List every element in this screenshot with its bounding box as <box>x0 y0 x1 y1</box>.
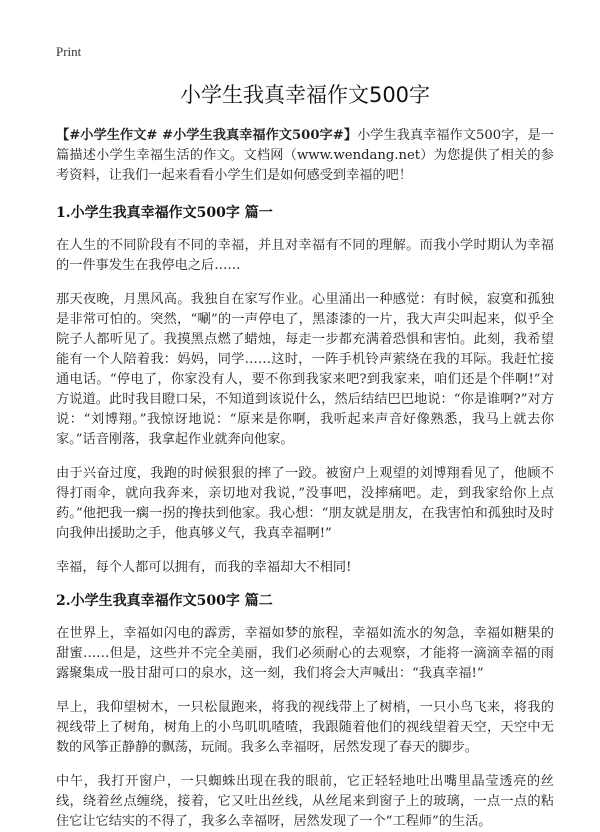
page-title: 小学生我真幸福作文500字 <box>179 83 431 107</box>
section-1-paragraph-3: 由于兴奋过度，我跑的时候狠狠的摔了一跤。被窗户上观望的刘博翔看见了，他顾不得打雨伞，就向我奔来，亲切地对我说，”没事吧，没摔痛吧。走，到我家给你上点药。”他把我一瘸一拐的搀扶到他家。我心想：“朋友就是朋友，在我害怕和孤独时及时向我伸出援助之手，他真够义气，我真幸福啊!” <box>56 466 554 541</box>
section-1-paragraph-4: 幸福，每个人都可以拥有，而我的幸福却大不相同! <box>56 560 352 575</box>
print-label: Print <box>56 44 82 59</box>
intro-tag: 【#小学生作文# #小学生我真幸福作文500字#】 <box>56 128 358 143</box>
section-heading-2: 2.小学生我真幸福作文500字 篇二 <box>56 593 273 609</box>
section-1-paragraph-1: 在人生的不同阶段有不同的幸福，并且对幸福有不同的理解。而我小学时期认为幸福的一件事发生在我停电之后…… <box>56 238 554 273</box>
section-2-paragraph-3: 中午，我打开窗户，一只蜘蛛出现在我的眼前，它正轻轻地吐出嘴里晶莹透亮的丝线，绕着丝点缠绕，接着，它又吐出丝线，从丝尾来到窗子上的玻璃，一点一点的粘住它让它结实的不得了，我多么幸福呀，居然发现了一个“工程师”的生活。 <box>56 774 554 829</box>
section-1-paragraph-2: 那天夜晚，月黑风高。我独自在家写作业。心里涌出一种感觉：有时候，寂寞和孤独是非常可怕的。突然，“唰”的一声停电了，黑漆漆的一片，我大声尖叫起来，似乎全院子人都听见了。我摸黑点燃了蜡烛，每走一步都充满着恐惧和害怕。此刻，我希望能有一个人陪着我：妈妈，同学……这时，一阵手机铃声萦绕在我的耳际。我赶忙接通电话。“停电了，你家没有人，要不你到我家来吧?到我家来，咱们还是个伴啊!”对方说道。此时我目瞪口呆，不知道到该说什么，然后结结巴巴地说：“你是谁啊?”对方说：“刘博翔。”我惊讶地说：“原来是你啊，我听起来声音好像熟悉，我马上就去你家。”话音刚落，我拿起作业就奔向他家。 <box>56 292 554 447</box>
intro-paragraph <box>56 126 554 186</box>
section-2-paragraph-1: 在世界上，幸福如闪电的霹雳，幸福如梦的旅程，幸福如流水的匆急，幸福如糖果的甜蜜……但是，这些并不完全美丽，我们必须耐心的去观察，才能将一滴滴幸福的雨露聚集成一股甘甜可口的泉水，这一刻，我们将会大声喊出：“我真幸福!” <box>56 626 554 681</box>
section-heading-1: 1.小学生我真幸福作文500字 篇一 <box>56 205 273 221</box>
section-2-paragraph-2: 早上，我仰望树木，一只松鼠跑来，将我的视线带上了树梢，一只小鸟飞来，将我的视线带上了树角，树角上的小鸟叽叽喳喳，我跟随着他们的视线望着天空，天空中无数的风筝正静静的飘荡，玩闹。我多么幸福呀，居然发现了春天的脚步。 <box>56 700 554 755</box>
intro-text: 小学生我真幸福作文500字，是一篇描述小学生幸福生活的作文。文档网（www.wendang.net）为您提供了相关的参考资料，让我们一起来看看小学生们是如何感受到幸福的吧！ <box>56 128 554 183</box>
